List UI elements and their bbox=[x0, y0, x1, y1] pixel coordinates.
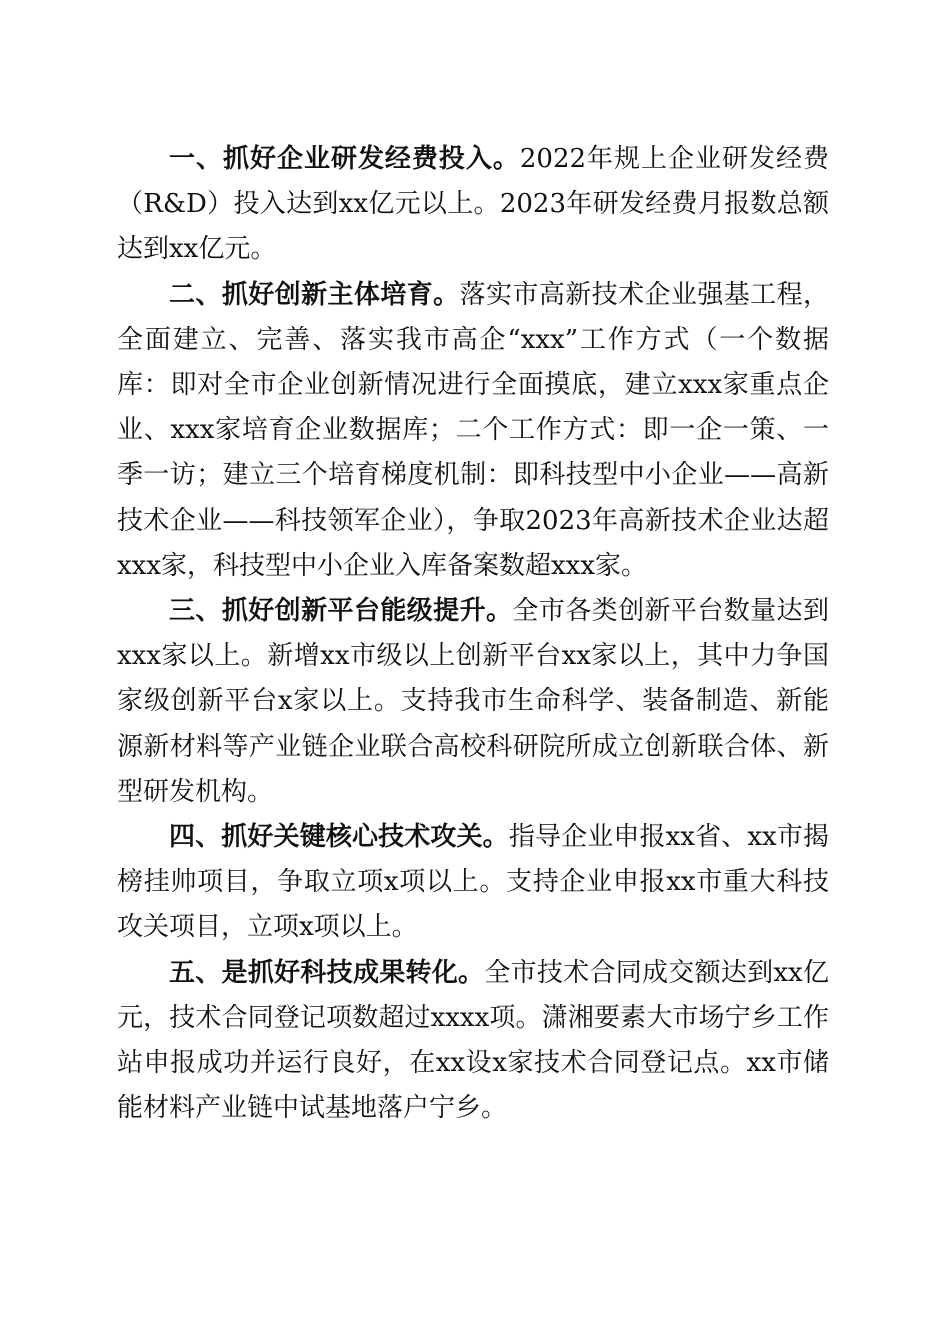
paragraph-text: 2022年规上企业研发经费（R&D）投入达到xx亿元以上。2023年研发经费月报数总额达到xx亿元。 bbox=[117, 144, 829, 265]
paragraph-text: 落实市高新技术企业强基工程，全面建立、完善、落实我市高企“xxx”工作方式（一个数据库：即对全市企业创新情况进行全面摸底，建立xxx家重点企业、xxx家培育企业数据库；二个工作方式：即一企一策、一季一访；建立三个培育梯度机制：即科技型中小企业——高新技术企业——科技领军企业），争取2023年高新技术企业达超xxx家，科技型中小企业入库备案数超xxx家。 bbox=[117, 279, 829, 581]
document-body bbox=[117, 137, 829, 1131]
paragraph-heading: 五、是抓好科技成果转化。 bbox=[169, 957, 485, 988]
paragraph-text: 全市技术合同成交额达到xx亿元，技术合同登记项数超过xxxx项。潇湘要素大市场宁乡工作站申报成功并运行良好，在xx设x家技术合同登记点。xx市储能材料产业链中试基地落户宁乡。 bbox=[117, 957, 829, 1124]
paragraph-heading: 二、抓好创新主体培育。 bbox=[169, 279, 460, 310]
paragraph-text: 指导企业申报xx省、xx市揭榜挂帅项目，争取立项x项以上。支持企业申报xx市重大科技攻关项目，立项x项以上。 bbox=[117, 822, 829, 943]
paragraph-rd-investment bbox=[117, 137, 829, 273]
paragraph-achievement-transfer bbox=[117, 951, 829, 1132]
paragraph-core-technology bbox=[117, 815, 829, 951]
paragraph-heading: 四、抓好关键核心技术攻关。 bbox=[169, 822, 509, 853]
paragraph-text: 全市各类创新平台数量达到xxx家以上。新增xx市级以上创新平台xx家以上，其中力争国家级创新平台x家以上。支持我市生命科学、装备制造、新能源新材料等产业链企业联合高校科研院所成立创新联合体、新型研发机构。 bbox=[117, 596, 829, 807]
paragraph-heading: 三、抓好创新平台能级提升。 bbox=[169, 596, 513, 627]
paragraph-innovation-platform bbox=[117, 589, 829, 815]
paragraph-heading: 一、抓好企业研发经费投入。 bbox=[169, 144, 520, 174]
paragraph-innovation-entity bbox=[117, 273, 829, 589]
